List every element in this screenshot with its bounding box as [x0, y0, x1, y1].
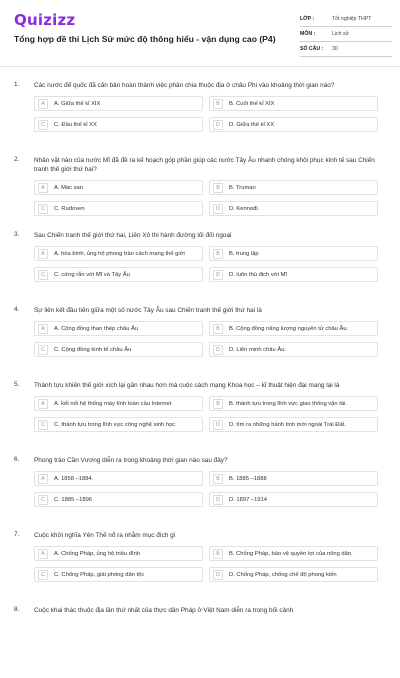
option-letter-box: C [38, 345, 48, 355]
question-number: 4. [14, 306, 20, 313]
answer-option-b[interactable] [209, 471, 378, 486]
option-text: C. Cộng đồng kinh tế châu Âu [54, 346, 132, 353]
info-label: LỚP : [300, 16, 315, 22]
document-header [0, 0, 400, 64]
question-text: Cuộc khai thác thuộc địa lần thứ nhất của thực dân Pháp ở Việt Nam diễn ra trong bối cảnh [34, 607, 294, 614]
option-letter-box: D [213, 420, 223, 430]
info-row-count [300, 42, 392, 57]
answer-option-c[interactable] [34, 342, 203, 357]
option-letter-box: A [38, 399, 48, 409]
option-letter-box: D [213, 570, 223, 580]
question-number: 2. [14, 156, 20, 163]
question-text: Nhân vật nào của nước Mĩ đã đề ra kế hoạch góp phần giúp các nước Tây Âu nhanh chóng khôi phục kinh tế sau Chiến tranh thế giới thứ hai? [34, 157, 375, 173]
question-5 [0, 378, 400, 453]
option-text: C. Rudoven [54, 205, 85, 212]
option-letter-box: B [213, 183, 223, 193]
option-letter-box: C [38, 495, 48, 505]
option-text: D. Giữa thế kỉ XX [229, 121, 275, 128]
option-text: B. Cộng đồng năng lượng nguyên tử châu Âu. [229, 325, 349, 332]
question-number: 7. [14, 531, 20, 538]
answer-option-c[interactable] [34, 117, 203, 132]
option-text: D. Liên minh châu Âu. [229, 346, 287, 353]
info-label: MÔN : [300, 31, 316, 37]
option-text: B. Chống Pháp, bảo vệ quyền lợi của nông dân. [229, 550, 353, 557]
quizizz-logo[interactable]: Quizizz [14, 11, 76, 29]
option-letter-box: C [38, 120, 48, 130]
option-letter-box: A [38, 549, 48, 559]
question-number: 6. [14, 456, 20, 463]
question-6 [0, 453, 400, 528]
question-4 [0, 303, 400, 378]
question-text: Sự liên kết đầu tiên giữa một số nước Tây Âu sau Chiến tranh thế giới thứ hai là [34, 307, 262, 314]
question-number: 3. [14, 231, 20, 238]
question-number: 1. [14, 81, 20, 88]
option-text: B. 1885 –1888 [229, 475, 267, 482]
answer-option-d[interactable] [209, 492, 378, 507]
info-row-class [300, 12, 392, 27]
info-value: 30 [332, 46, 338, 52]
answer-options [34, 180, 378, 216]
option-text: D. tìm ra những hành tinh mới ngoài Trái Đất. [229, 421, 346, 428]
option-text: A. Mác san [54, 184, 83, 191]
answer-option-a[interactable] [34, 396, 203, 411]
question-8 [0, 603, 400, 678]
question-text: Phong trào Cần Vương diễn ra trong khoảng thời gian nào sau đây? [34, 457, 228, 464]
question-number: 5. [14, 381, 20, 388]
answer-option-a[interactable] [34, 96, 203, 111]
option-letter-box: C [38, 270, 48, 280]
info-table [300, 12, 392, 57]
option-letter-box: B [213, 474, 223, 484]
option-text: A. Cộng đồng than thép châu Âu [54, 325, 139, 332]
option-text: A. Giữa thế kỉ XIX [54, 100, 101, 107]
option-text: D. Chống Pháp, chống chế độ phong kiến [229, 571, 337, 578]
option-letter-box: D [213, 345, 223, 355]
option-letter-box: D [213, 204, 223, 214]
question-text: Sau Chiến tranh thế giới thứ hai, Liên Xô thi hành đường lối đối ngoại [34, 232, 232, 239]
info-value: Lịch sử [332, 31, 350, 37]
question-3 [0, 228, 400, 303]
answer-option-b[interactable] [209, 246, 378, 261]
option-text: C. Đầu thế kỉ XX [54, 121, 97, 128]
header-divider [0, 66, 400, 67]
answer-option-c[interactable] [34, 417, 203, 432]
option-text: C. 1885 –1896 [54, 496, 93, 503]
option-text: A. Chống Pháp, ủng hộ triều đình [54, 550, 141, 557]
option-text: B. thành tựu trong lĩnh vực giao thông vận tải. [229, 400, 347, 407]
option-text: D. luôn thù địch với Mĩ [229, 271, 287, 278]
question-text: Cuộc khởi nghĩa Yên Thế nổ ra nhằm mục đích gì [34, 532, 176, 539]
option-letter-box: A [38, 183, 48, 193]
answer-option-b[interactable] [209, 321, 378, 336]
answer-options [34, 396, 378, 432]
answer-option-c[interactable] [34, 567, 203, 582]
option-letter-box: B [213, 399, 223, 409]
answer-option-d[interactable] [209, 117, 378, 132]
answer-option-a[interactable] [34, 546, 203, 561]
answer-option-d[interactable] [209, 201, 378, 216]
option-text: C. cứng rắn với Mĩ và Tây Âu [54, 271, 130, 278]
answer-option-a[interactable] [34, 321, 203, 336]
option-text: A. 1858 –1884. [54, 475, 94, 482]
answer-option-c[interactable] [34, 492, 203, 507]
option-text: D. Kennođi. [229, 205, 260, 212]
option-text: D. 1897 –1914 [229, 496, 268, 503]
answer-option-a[interactable] [34, 246, 203, 261]
answer-option-d[interactable] [209, 342, 378, 357]
option-letter-box: B [213, 324, 223, 334]
answer-option-c[interactable] [34, 267, 203, 282]
question-7 [0, 528, 400, 603]
option-text: C. thành tựu trong lĩnh vực công nghệ sinh học [54, 421, 176, 428]
question-number: 8. [14, 606, 20, 613]
option-letter-box: A [38, 99, 48, 109]
answer-option-a[interactable] [34, 471, 203, 486]
option-letter-box: B [213, 99, 223, 109]
option-letter-box: D [213, 270, 223, 280]
answer-option-b[interactable] [209, 96, 378, 111]
option-text: B. trung lập [229, 250, 259, 257]
answer-option-d[interactable] [209, 567, 378, 582]
answer-option-b[interactable] [209, 180, 378, 195]
answer-option-c[interactable] [34, 201, 203, 216]
answer-option-d[interactable] [209, 417, 378, 432]
question-2 [0, 153, 400, 228]
answer-option-d[interactable] [209, 267, 378, 282]
option-letter-box: C [38, 420, 48, 430]
option-letter-box: D [213, 120, 223, 130]
option-letter-box: C [38, 204, 48, 214]
answer-option-b[interactable] [209, 546, 378, 561]
answer-options [34, 546, 378, 582]
option-text: C. Chống Pháp, giải phóng dân tộc [54, 571, 145, 578]
option-text: A. hòa bình, ủng hộ phong trào cách mạng thế giới [54, 250, 185, 257]
question-list [0, 78, 400, 678]
info-value: Tốt nghiệp THPT [332, 16, 372, 22]
option-text: B. Truman [229, 184, 256, 191]
option-letter-box: D [213, 495, 223, 505]
document-title: Tổng hợp đề thi Lịch Sử mức độ thông hiểu - vận dụng cao (P4) [14, 34, 276, 44]
option-letter-box: B [213, 549, 223, 559]
option-letter-box: A [38, 249, 48, 259]
answer-options [34, 471, 378, 507]
option-letter-box: C [38, 570, 48, 580]
answer-option-a[interactable] [34, 180, 203, 195]
question-text: Thành tựu khiến thế giới xích lại gần nhau hơn mà cuộc cách mạng Khoa học – kĩ thuật hiện đại mang lại là [34, 382, 340, 389]
answer-options [34, 96, 378, 132]
info-label: SỐ CÂU : [300, 46, 324, 52]
option-letter-box: B [213, 249, 223, 259]
answer-options [34, 246, 378, 282]
option-letter-box: A [38, 474, 48, 484]
answer-option-b[interactable] [209, 396, 378, 411]
option-text: B. Cuối thế kỉ XIX [229, 100, 275, 107]
answer-options [34, 321, 378, 357]
question-text: Các nước đế quốc đã căn bản hoàn thành việc phân chia thuộc địa ở châu Phi vào khoảng thời gian nào? [34, 82, 335, 89]
info-row-subject [300, 27, 392, 42]
question-1 [0, 78, 400, 153]
option-letter-box: A [38, 324, 48, 334]
option-text: A. kết nối hệ thống máy tính toàn cầu Internet [54, 400, 172, 407]
